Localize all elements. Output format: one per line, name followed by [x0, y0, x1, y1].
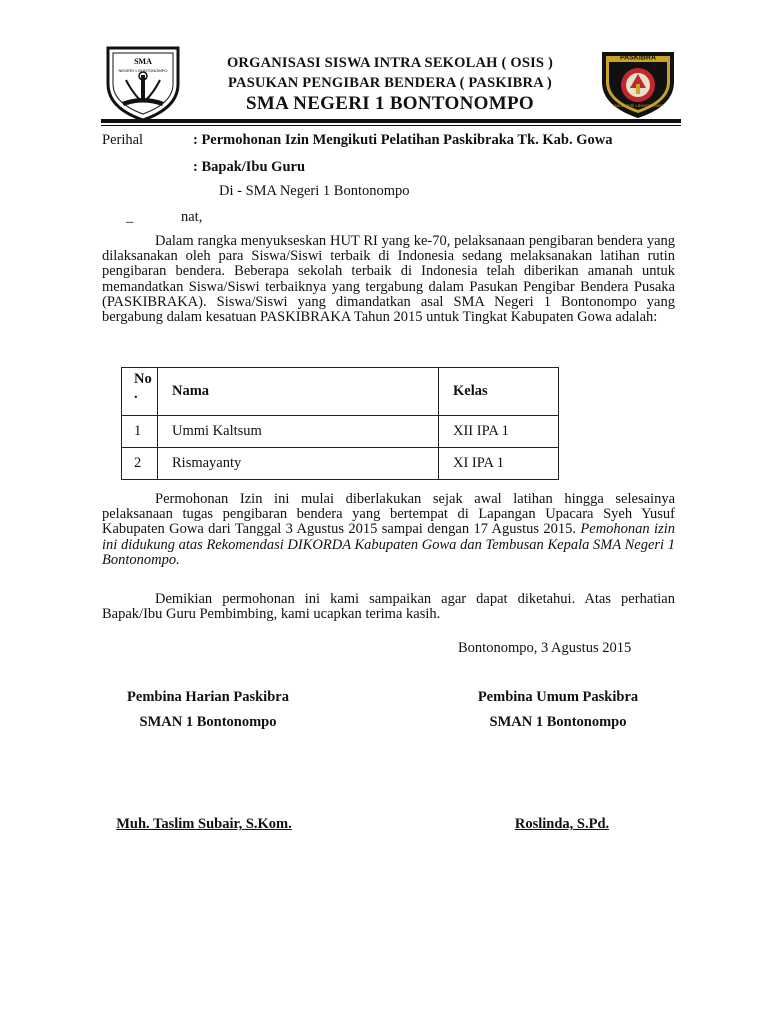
paragraph-3-text: Demikian permohonan ini kami sampaikan agar dapat diketahui. Atas perhatian Bapak/Ibu Guru Pembimbing, kami ucapkan terima kasih. — [102, 591, 675, 623]
signature-right-title: Pembina Umum Paskibra — [477, 689, 639, 705]
recipient-location: Di - SMA Negeri 1 Bontonompo — [219, 183, 410, 199]
body-paragraph-1 — [102, 234, 675, 325]
paragraph-2-text: Permohonan Izin ini mulai diberlakukan sejak awal latihan hingga selesainya pelaksanaan tugas pengibaran bendera yang bertempat di Lapangan Upacara Syeh Yusuf Kabupaten Gowa dari Tanggal 3 Agustus 2015 sampai dengan 17 Agustus 2015. — [102, 491, 675, 538]
recipient: : Bapak/Ibu Guru — [193, 159, 306, 175]
cell-kelas: XII IPA 1 — [439, 416, 559, 448]
cell-no: 2 — [122, 448, 158, 480]
table-header-row — [122, 368, 559, 416]
header-no: No . — [122, 368, 158, 416]
body-paragraph-2 — [102, 492, 675, 568]
student-table — [121, 367, 559, 480]
signature-right-school: SMAN 1 Bontonompo — [489, 714, 627, 730]
school-name: SMA NEGERI 1 BONTONOMPO — [246, 93, 534, 114]
signature-left-school: SMAN 1 Bontonompo — [139, 714, 277, 730]
paragraph-1-text: Dalam rangka menyukseskan HUT RI yang ke-70, pelaksanaan pengibaran bendera yang dilaksanakan oleh para Siswa/Siswi terbaik di Indonesia sedang melaksanakan latihan rutin pengibaran bendera. Beberapa sekolah terbaik di Indonesia telah diberikan amanah untuk memandatkan Siswa/Siswi terbaiknya yang tergabung dalam Pasukan Pengibar Bendera Pusaka (PASKIBRAKA). Siswa/Siswi yang dimandatkan asal SMA Negeri 1 Bontonompo yang bergabung dalam kesatuan PASKIBRAKA Tahun 2015 untuk Tingkat Kabupaten Gowa adalah: — [102, 233, 675, 326]
cell-no: 1 — [122, 416, 158, 448]
body-paragraph-3 — [102, 592, 675, 622]
paskibra-logo — [598, 44, 678, 120]
signature-right-name: Roslinda, S.Pd. — [514, 816, 610, 832]
perihal-value: : Permohonan Izin Mengikuti Pelatihan Paskibraka Tk. Kab. Gowa — [193, 132, 613, 148]
logo-left-subtext: NEGERI 1 BONTONOMPO — [118, 68, 168, 73]
cell-nama: Ummi Kaltsum — [158, 416, 439, 448]
greeting-dash: _ — [126, 209, 134, 225]
header-kelas: Kelas — [439, 368, 559, 416]
table-row — [122, 416, 559, 448]
header-nama: Nama — [158, 368, 439, 416]
signature-left-title: Pembina Harian Paskibra — [127, 689, 289, 705]
org-line-osis: ORGANISASI SISWA INTRA SEKOLAH ( OSIS ) — [226, 55, 554, 71]
table-row — [122, 448, 559, 480]
signature-left-name: Muh. Taslim Subair, S.Kom. — [116, 816, 292, 832]
org-line-paskibra: PASUKAN PENGIBAR BENDERA ( PASKIBRA ) — [228, 75, 552, 91]
paragraph-2-italic: Pemohonan izin ini didukung atas Rekomendasi DIKORDA Kabupaten Gowa dan Tembusan Kepala SMA Negeri 1 Bontonompo. — [102, 521, 676, 568]
osis-school-logo — [104, 42, 182, 122]
cell-nama: Rismayanty — [158, 448, 439, 480]
letterhead-rule-thick — [101, 119, 681, 123]
greeting: nat, — [181, 209, 203, 225]
place-date: Bontonompo, 3 Agustus 2015 — [458, 640, 632, 656]
paragraph-2-block — [102, 492, 675, 568]
perihal-label: Perihal — [102, 132, 144, 148]
logo-right-text: PASKIBRA — [619, 54, 657, 62]
cell-kelas: XI IPA 1 — [439, 448, 559, 480]
letterhead-rule-thin — [101, 125, 681, 126]
logo-left-text: SMA — [134, 57, 152, 66]
logo-right-subtext: SMA NEGERI 1 BONTONOMPO — [612, 104, 664, 108]
